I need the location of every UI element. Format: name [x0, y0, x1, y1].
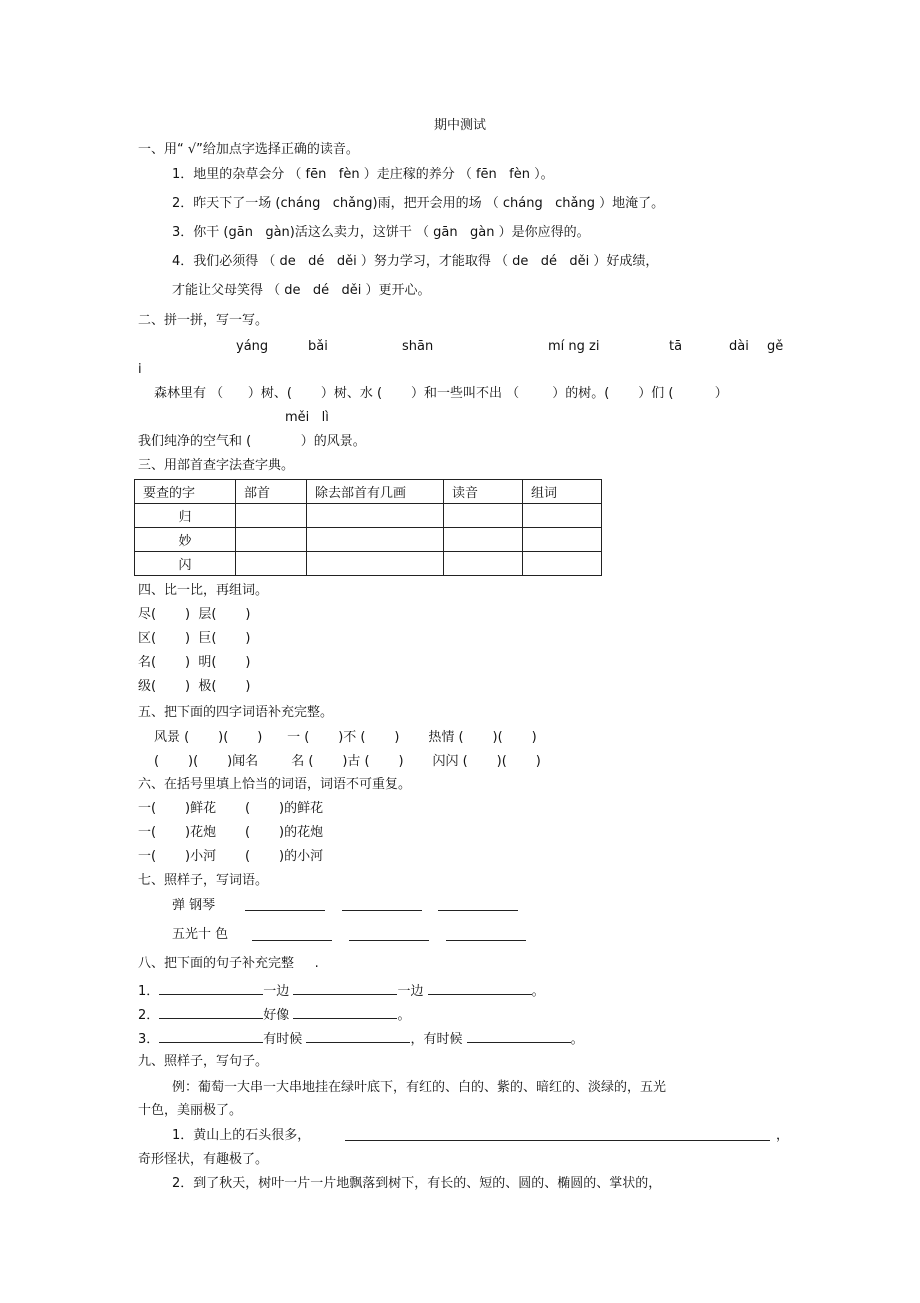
s4-row-3: 名( ) 明( ) [138, 655, 251, 670]
s9-q1-comma: ， [776, 1128, 790, 1143]
answer-blank[interactable] [293, 982, 397, 995]
s4-row-4: 级( ) 极( ) [138, 679, 251, 694]
s8-row-3 [138, 1030, 584, 1048]
s4-row-1: 尽( ) 层( ) [138, 607, 251, 622]
answer-blank[interactable] [345, 1128, 770, 1141]
s2-sentence-2: 我们纯净的空气和 ( ）的风景。 [138, 434, 366, 449]
answer-blank[interactable] [438, 898, 518, 911]
s8-word: 一边 [263, 984, 290, 999]
s4-row-2: 区( ) 巨( ) [138, 631, 251, 646]
row-char: 妙 [135, 528, 236, 552]
s1-line-5: 才能让父母笑得 （ de dé děi ）更开心。 [172, 283, 431, 298]
s8-end: 。 [531, 984, 545, 999]
s6-row-1: 一( )鲜花 ( )的鲜花 [138, 801, 324, 816]
s8-end: 。 [397, 1008, 411, 1023]
table-header-row [135, 480, 602, 504]
pinyin-meili: měi lì [285, 410, 329, 425]
header-word: 组词 [523, 480, 602, 504]
section-5-heading: 五、把下面的四字词语补充完整。 [138, 705, 334, 720]
answer-blank[interactable] [306, 1030, 410, 1043]
s9-q2: 2．到了秋天，树叶一片一片地飘落到树下，有长的、短的、圆的、椭圆的、掌状的， [172, 1176, 662, 1191]
s8-word: ，有时候 [410, 1032, 463, 1047]
s1-line-1: 1．地里的杂草会分 （ fēn fèn ）走庄稼的养分 （ fēn fèn ）。 [172, 167, 554, 182]
pinyin-ta: tā [669, 339, 683, 354]
answer-blank[interactable] [428, 982, 532, 995]
header-radical: 部首 [236, 480, 307, 504]
pinyin-ge: gě [767, 339, 784, 354]
cell-blank[interactable] [444, 552, 523, 576]
answer-blank[interactable] [159, 1030, 263, 1043]
s6-row-3: 一( )小河 ( )的小河 [138, 849, 324, 864]
answer-blank[interactable] [446, 928, 526, 941]
cell-blank[interactable] [236, 552, 307, 576]
s8-end: 。 [570, 1032, 584, 1047]
cell-blank[interactable] [444, 528, 523, 552]
answer-blank[interactable] [342, 898, 422, 911]
s8-word: 好像 [263, 1008, 290, 1023]
answer-blank[interactable] [293, 1006, 397, 1019]
pinyin-yang: yáng [236, 339, 269, 354]
s8-num: 2． [138, 1008, 160, 1023]
s8-row-1 [138, 982, 545, 1000]
s1-line-2: 2．昨天下了一场 (cháng chǎng)雨，把开会用的场 （ cháng chǎng ）地淹了。 [172, 196, 665, 211]
pinyin-mingzi: mí ng zi [548, 339, 600, 354]
header-pronunciation: 读音 [444, 480, 523, 504]
s8-word: 有时候 [263, 1032, 303, 1047]
pinyin-dai: dài [729, 339, 749, 354]
table-row [135, 528, 602, 552]
cell-blank[interactable] [307, 552, 444, 576]
answer-blank[interactable] [159, 982, 263, 995]
s9-example-line-2: 十色，美丽极了。 [138, 1103, 243, 1118]
cell-blank[interactable] [523, 504, 602, 528]
page-title: 期中测试 [433, 118, 486, 133]
s8-row-2 [138, 1006, 410, 1024]
table-row [135, 552, 602, 576]
answer-blank[interactable] [252, 928, 332, 941]
section-6-heading: 六、在括号里填上恰当的词语，词语不可重复。 [138, 777, 412, 792]
cell-blank[interactable] [236, 528, 307, 552]
answer-blank[interactable] [245, 898, 325, 911]
s8-word: 一边 [397, 984, 424, 999]
row-char: 闪 [135, 552, 236, 576]
s7-example-2: 五光十 色 [172, 927, 229, 942]
header-strokes: 除去部首有几画 [307, 480, 444, 504]
dictionary-table [134, 479, 602, 576]
pinyin-shan: shān [402, 339, 434, 354]
cell-blank[interactable] [444, 504, 523, 528]
cell-blank[interactable] [523, 552, 602, 576]
s5-row-1: 风景 ( )( ) 一 ( )不 ( ) 热情 ( )( ) [154, 730, 537, 745]
s9-q1: 1．黄山上的石头很多， [172, 1128, 311, 1143]
section-9-heading: 九、照样子，写句子。 [138, 1054, 269, 1069]
pinyin-bai: bǎi [308, 339, 328, 354]
cell-blank[interactable] [307, 528, 444, 552]
s2-sentence-1: 森林里有 （ ）树、( ）树、水 ( ）和一些叫不出 （ ）的树。( ）们 ( ） [154, 386, 728, 401]
s1-line-3: 3．你干 (gān gàn)活这么卖力，这饼干 （ gān gàn ）是你应得的。 [172, 225, 590, 240]
answer-blank[interactable] [159, 1006, 263, 1019]
s7-example-1: 弹 钢琴 [172, 898, 216, 913]
cell-blank[interactable] [523, 528, 602, 552]
section-7-heading: 七、照样子，写词语。 [138, 873, 269, 888]
cell-blank[interactable] [236, 504, 307, 528]
answer-blank[interactable] [349, 928, 429, 941]
section-4-heading: 四、比一比，再组词。 [138, 583, 269, 598]
table-row [135, 504, 602, 528]
section-3-heading: 三、用部首查字法查字典。 [138, 458, 295, 473]
header-char: 要查的字 [135, 480, 236, 504]
s9-example-line-1: 例：葡萄一大串一大串地挂在绿叶底下，有红的、白的、紫的、暗红的、淡绿的，五光 [172, 1080, 667, 1095]
row-char: 归 [135, 504, 236, 528]
cell-blank[interactable] [307, 504, 444, 528]
s8-num: 1． [138, 984, 160, 999]
s1-line-4: 4．我们必须得 （ de dé děi ）努力学习，才能取得 （ de dé děi ）好成绩， [172, 254, 659, 269]
s9-q1-cont: 奇形怪状，有趣极了。 [138, 1152, 269, 1167]
answer-blank[interactable] [467, 1030, 571, 1043]
section-1-heading: 一、用“ √”给加点字选择正确的读音。 [138, 142, 359, 157]
s8-num: 3． [138, 1032, 160, 1047]
s5-row-2: ( )( )闻名 名 ( )古 ( ) 闪闪 ( )( ) [154, 754, 541, 769]
section-8-heading: 八、把下面的句子补充完整 . [138, 956, 319, 971]
s6-row-2: 一( )花炮 ( )的花炮 [138, 825, 324, 840]
pinyin-wrap: i [138, 362, 142, 377]
section-2-heading: 二、拼一拼，写一写。 [138, 313, 269, 328]
